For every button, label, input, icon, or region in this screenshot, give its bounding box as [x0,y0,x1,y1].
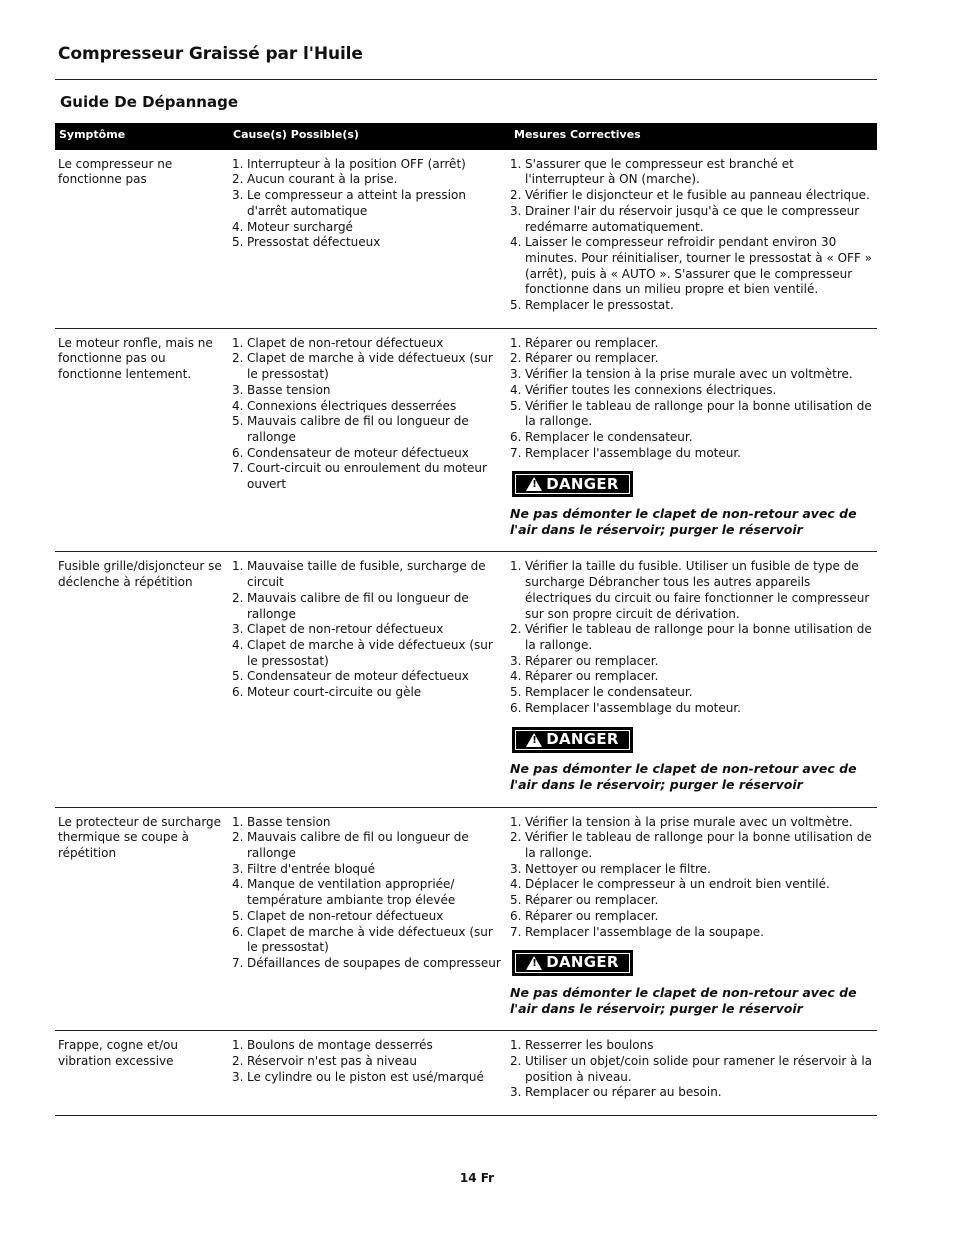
causes-cell [229,328,510,552]
cause-item-text: Clapet de non-retour défectueux [247,335,444,350]
cause-item-number: 3. [232,382,244,397]
correction-item-text: S'assurer que le compresseur est branché et l'interrupteur à ON (marche). [525,156,794,187]
cause-item-number: 1. [232,559,244,574]
cause-item-text: Le compresseur a atteint la pression d'arrêt automatique [247,188,466,218]
cause-item [232,461,504,492]
correction-item-text: Remplacer l'assemblage du moteur. [525,445,741,460]
cause-item-number: 2. [232,172,244,187]
symptom-cell: Le moteur ronfle, mais ne fonctionne pas ou fonctionne lentement. [55,328,229,552]
cause-item-number: 4. [232,877,244,892]
cause-item [232,830,504,861]
correction-item [510,1054,875,1085]
correction-item [510,815,875,831]
correction-item [510,654,875,670]
symptom-cell: Fusible grille/disjoncteur se déclenche à répétition [55,552,229,807]
cause-item-text: Aucun courant à la prise. [247,172,398,187]
correction-item [510,157,875,188]
causes-cell [229,1031,510,1116]
correction-item [510,925,875,941]
cause-item-number: 6. [232,924,244,939]
cause-item-number: 4. [232,398,244,413]
correction-item-number: 6. [510,429,522,444]
cause-item-number: 2. [232,1054,244,1069]
correction-item-number: 3. [510,203,522,218]
correction-item-text: Drainer l'air du réservoir jusqu'à ce que le compresseur redémarre automatiquement. [525,203,860,234]
section-title: Guide De Dépannage [60,93,238,111]
correction-item-number: 4. [510,669,522,684]
danger-badge [512,950,633,976]
cause-item-text: Clapet de non-retour défectueux [247,622,444,637]
cause-item [232,925,504,956]
corrections-cell [510,150,877,329]
correction-item [510,701,875,717]
symptom-cell: Le protecteur de surcharge thermique se coupe à répétition [55,807,229,1031]
corrections-cell [510,552,877,807]
cause-item [232,188,504,219]
cause-item [232,669,504,685]
cause-item [232,815,504,831]
correction-item [510,298,875,314]
correction-item [510,862,875,878]
correction-item-list [510,157,875,314]
correction-item-number: 1. [510,156,522,171]
cause-item-number: 1. [232,814,244,829]
correction-item-number: 2. [510,351,522,366]
cause-item-text: Réservoir n'est pas à niveau [247,1054,417,1069]
cause-item [232,956,504,972]
correction-item-number: 3. [510,653,522,668]
correction-item [510,399,875,430]
column-header-corrections: Mesures Correctives [510,123,877,150]
correction-item [510,685,875,701]
correction-item-number: 2. [510,830,522,845]
cause-item-list [232,815,504,972]
table-row [55,328,877,552]
cause-item-number: 5. [232,414,244,429]
correction-item-text: Réparer ou remplacer. [525,893,659,908]
cause-item [232,591,504,622]
cause-item [232,172,504,188]
correction-item [510,367,875,383]
correction-item [510,893,875,909]
correction-item-number: 1. [510,1038,522,1053]
cause-item [232,446,504,462]
table-row [55,807,877,1031]
cause-item [232,877,504,908]
correction-item-text: Vérifier le tableau de rallonge pour la bonne utilisation de la rallonge. [525,398,872,429]
correction-item [510,188,875,204]
cause-item-number: 3. [232,1069,244,1084]
correction-item-text: Vérifier la tension à la prise murale avec un voltmètre. [525,814,853,829]
correction-item [510,559,875,622]
cause-item [232,1070,504,1086]
correction-item-text: Resserrer les boulons [525,1038,654,1053]
danger-label: DANGER [546,474,619,493]
table-header [55,123,877,150]
cause-item-number: 5. [232,908,244,923]
cause-item-number: 1. [232,335,244,350]
warning-triangle-icon: ! [526,733,542,747]
cause-item [232,414,504,445]
correction-item [510,1038,875,1054]
correction-item [510,351,875,367]
cause-item-number: 2. [232,590,244,605]
correction-item-number: 1. [510,559,522,574]
title-divider [55,79,877,80]
column-header-symptom: Symptôme [55,123,229,150]
cause-item [232,1054,504,1070]
corrections-cell [510,807,877,1031]
correction-item-number: 4. [510,382,522,397]
cause-item-list [232,336,504,493]
correction-item-text: Remplacer le condensateur. [525,429,693,444]
correction-item-number: 6. [510,908,522,923]
cause-item-text: Clapet de marche à vide défectueux (sur le pressostat) [247,351,493,382]
cause-item [232,383,504,399]
cause-item-number: 7. [232,955,244,970]
danger-label: DANGER [546,953,619,972]
cause-item-text: Moteur surchargé [247,219,353,234]
causes-cell [229,150,510,329]
correction-item-text: Réparer ou remplacer. [525,351,659,366]
cause-item [232,220,504,236]
correction-item-number: 5. [510,893,522,908]
cause-item-text: Manque de ventilation appropriée/ température ambiante trop élevée [247,877,456,908]
cause-item-text: Clapet de marche à vide défectueux (sur le pressostat) [247,637,493,668]
correction-item-number: 4. [510,235,522,250]
cause-item-number: 6. [232,685,244,700]
correction-item-text: Réparer ou remplacer. [525,908,659,923]
cause-item-number: 5. [232,669,244,684]
cause-item-text: Connexions électriques desserrées [247,398,457,413]
page-number: 14 Fr [459,1171,495,1185]
correction-item-text: Vérifier le disjoncteur et le fusible au panneau électrique. [525,188,870,203]
cause-item-text: Boulons de montage desserrés [247,1038,433,1053]
correction-item-number: 1. [510,814,522,829]
correction-item-number: 2. [510,188,522,203]
cause-item-number: 1. [232,156,244,171]
cause-item-text: Clapet de non-retour défectueux [247,908,444,923]
cause-item-text: Mauvais calibre de fil ou longueur de rallonge [247,590,469,621]
cause-item [232,622,504,638]
correction-item [510,204,875,235]
correction-item-list [510,815,875,941]
correction-item [510,669,875,685]
causes-cell [229,807,510,1031]
cause-item-number: 4. [232,219,244,234]
cause-item-text: Moteur court-circuite ou gèle [247,685,422,700]
cause-item-text: Mauvais calibre de fil ou longueur de rallonge [247,414,469,444]
cause-item [232,685,504,701]
cause-item-number: 6. [232,445,244,460]
correction-item-text: Laisser le compresseur refroidir pendant environ 30 minutes. Pour réinitialiser, tourner le pressostat à « OFF » (arrêt), puis à « AUTO ». S'assurer que le compresseur fonctionne dans un milieu propre et bien ventilé. [525,235,873,297]
cause-item [232,862,504,878]
correction-item-number: 6. [510,700,522,715]
cause-item-text: Le cylindre ou le piston est usé/marqué [247,1069,484,1084]
correction-item-number: 5. [510,298,522,313]
table-row [55,552,877,807]
cause-item-list [232,1038,504,1085]
cause-item-number: 3. [232,188,244,203]
correction-item-text: Nettoyer ou remplacer le filtre. [525,861,711,876]
warning-triangle-icon: ! [526,956,542,970]
cause-item [232,399,504,415]
table-row [55,1031,877,1116]
cause-item-number: 2. [232,830,244,845]
correction-item-number: 3. [510,367,522,382]
danger-badge [512,727,633,753]
cause-item-number: 1. [232,1038,244,1053]
correction-item-text: Remplacer le pressostat. [525,298,674,313]
correction-item [510,877,875,893]
cause-item-number: 4. [232,637,244,652]
correction-item-text: Utiliser un objet/coin solide pour ramener le réservoir à la position à niveau. [525,1054,873,1084]
cause-item-number: 3. [232,622,244,637]
correction-item-text: Vérifier le tableau de rallonge pour la bonne utilisation de la rallonge. [525,830,872,861]
correction-item-text: Réparer ou remplacer. [525,669,659,684]
correction-item-text: Remplacer le condensateur. [525,685,693,700]
correction-item [510,383,875,399]
correction-item [510,430,875,446]
cause-item-text: Court-circuit ou enroulement du moteur ouvert [247,461,487,492]
correction-item-text: Vérifier le tableau de rallonge pour la bonne utilisation de la rallonge. [525,622,872,652]
correction-item-number: 2. [510,1054,522,1069]
column-header-causes: Cause(s) Possible(s) [229,123,510,150]
correction-item-text: Remplacer l'assemblage de la soupape. [525,924,764,939]
correction-item-text: Vérifier toutes les connexions électriques. [525,382,777,397]
correction-item-number: 1. [510,335,522,350]
symptom-cell: Frappe, cogne et/ou vibration excessive [55,1031,229,1116]
correction-item-number: 3. [510,1085,522,1100]
cause-item-text: Basse tension [247,814,331,829]
danger-message: Ne pas démonter le clapet de non-retour avec de l'air dans le réservoir; purger le réservoir [510,506,857,537]
correction-item [510,1085,875,1101]
corrections-cell [510,1031,877,1116]
correction-item-number: 2. [510,622,522,637]
correction-item-number: 7. [510,924,522,939]
cause-item-text: Clapet de marche à vide défectueux (sur le pressostat) [247,924,493,955]
cause-item-number: 2. [232,351,244,366]
cause-item [232,351,504,382]
cause-item-text: Condensateur de moteur défectueux [247,669,469,684]
correction-item-number: 5. [510,685,522,700]
correction-item-text: Remplacer l'assemblage du moteur. [525,700,741,715]
troubleshooting-table [55,123,877,1116]
correction-item-text: Déplacer le compresseur à un endroit bien ventilé. [525,877,830,892]
cause-item [232,235,504,251]
cause-item-text: Filtre d'entrée bloqué [247,861,376,876]
cause-item [232,638,504,669]
document-title: Compresseur Graissé par l'Huile [58,44,363,64]
cause-item-list [232,157,504,251]
correction-item [510,336,875,352]
symptom-cell: Le compresseur ne fonctionne pas [55,150,229,329]
causes-cell [229,552,510,807]
correction-item [510,446,875,462]
danger-label: DANGER [546,729,619,748]
correction-item-text: Réparer ou remplacer. [525,335,659,350]
cause-item-text: Pressostat défectueux [247,235,381,250]
cause-item-text: Mauvais calibre de fil ou longueur de rallonge [247,830,469,861]
cause-item-number: 3. [232,861,244,876]
correction-item-number: 3. [510,861,522,876]
correction-item [510,235,875,298]
cause-item-text: Basse tension [247,382,331,397]
correction-item-list [510,1038,875,1101]
cause-item [232,559,504,590]
correction-item-number: 4. [510,877,522,892]
cause-item-text: Condensateur de moteur défectueux [247,445,469,460]
correction-item-number: 7. [510,445,522,460]
correction-item [510,830,875,861]
correction-item-list [510,559,875,716]
cause-item-list [232,559,504,700]
cause-item [232,157,504,173]
correction-item-text: Vérifier la taille du fusible. Utiliser un fusible de type de surcharge Débrancher tous les autres appareils électriques du circuit ou faire fonctionner le compresseur sur son propre circuit de dérivation. [525,559,870,621]
cause-item-text: Interrupteur à la position OFF (arrêt) [247,156,466,171]
cause-item-number: 5. [232,235,244,250]
correction-item [510,622,875,653]
cause-item-number: 7. [232,461,244,476]
danger-badge [512,471,633,497]
cause-item [232,909,504,925]
table-row [55,150,877,329]
correction-item-text: Réparer ou remplacer. [525,653,659,668]
cause-item-text: Défaillances de soupapes de compresseur [247,955,501,970]
correction-item-list [510,336,875,462]
cause-item-text: Mauvaise taille de fusible, surcharge de circuit [247,559,486,590]
danger-message: Ne pas démonter le clapet de non-retour avec de l'air dans le réservoir; purger le réservoir [510,984,857,1016]
cause-item [232,336,504,352]
danger-message: Ne pas démonter le clapet de non-retour avec de l'air dans le réservoir; purger le réservoir [510,761,857,792]
correction-item-text: Vérifier la tension à la prise murale avec un voltmètre. [525,367,853,382]
warning-triangle-icon: ! [526,477,542,491]
correction-item-text: Remplacer ou réparer au besoin. [525,1085,722,1100]
correction-item [510,909,875,925]
correction-item-number: 5. [510,398,522,413]
cause-item [232,1038,504,1054]
corrections-cell [510,328,877,552]
table-body [55,150,877,1116]
